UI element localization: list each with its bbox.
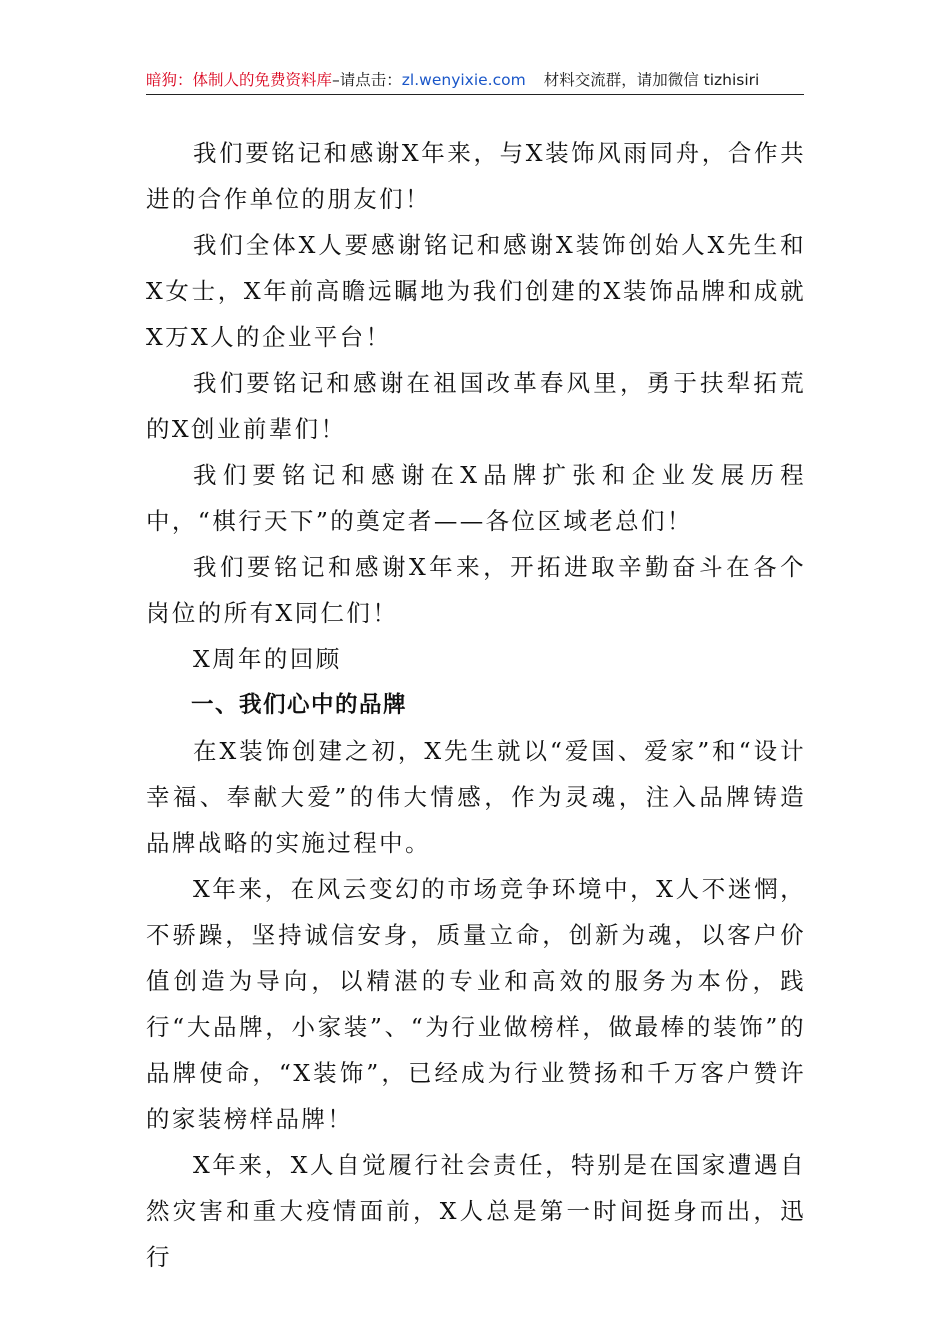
paragraph-thanks-colleagues: 我们要铭记和感谢X年来，开拓进取辛勤奋斗在各个岗位的所有X同仁们！ <box>146 553 806 627</box>
section-heading: 一、我们心中的品牌 <box>191 692 408 718</box>
paragraph-thanks-founders: 我们全体X人要感谢铭记和感谢X装饰创始人X先生和X女士，X年前高瞻远瞩地为我们创建的X装饰品牌和成就X万X人的企业平台！ <box>146 231 806 351</box>
paragraph-brand-market: X年来，在风云变幻的市场竞争环境中，X人不迷惘，不骄躁，坚持诚信安身，质量立命，创新为魂，以客户价值创造为导向，以精湛的专业和高效的服务为本份，践行“大品牌，小家装”、“为行业做榜样，做最棒的装饰”的品牌使命，“X装饰”，已经成为行业赞扬和千万客户赞许的家装榜样品牌！ <box>146 875 806 1133</box>
paragraph-social-responsibility: X年来，X人自觉履行社会责任，特别是在国家遭遇自然灾害和重大疫情面前，X人总是第一时间挺身而出，迅行 <box>146 1151 806 1271</box>
header-url-link[interactable]: zl.wenyixie.com <box>401 71 526 89</box>
document-body <box>146 130 806 1280</box>
paragraph-review-title: X周年的回顾 <box>193 645 342 673</box>
paragraph-thanks-partners: 我们要铭记和感谢X年来，与X装饰风雨同舟，合作共进的合作单位的朋友们！ <box>146 139 806 213</box>
header-brand: 暗狗：体制人的免费资料库 <box>146 71 333 89</box>
paragraph-thanks-pioneers: 我们要铭记和感谢在祖国改革春风里，勇于扶犁拓荒的X创业前辈们！ <box>146 369 806 443</box>
paragraph-thanks-regional-leaders: 我们要铭记和感谢在X品牌扩张和企业发展历程中，“棋行天下”的奠定者——各位区域老总们！ <box>146 461 806 535</box>
header-contact: 材料交流群，请加微信 tizhisiri <box>543 71 760 89</box>
paragraph-brand-origin: 在X装饰创建之初，X先生就以“爱国、爱家”和“设计幸福、奉献大爱”的伟大情感，作为灵魂，注入品牌铸造品牌战略的实施过程中。 <box>146 737 806 857</box>
header-link-prefix: –请点击： <box>332 71 402 89</box>
page-header <box>146 66 804 95</box>
